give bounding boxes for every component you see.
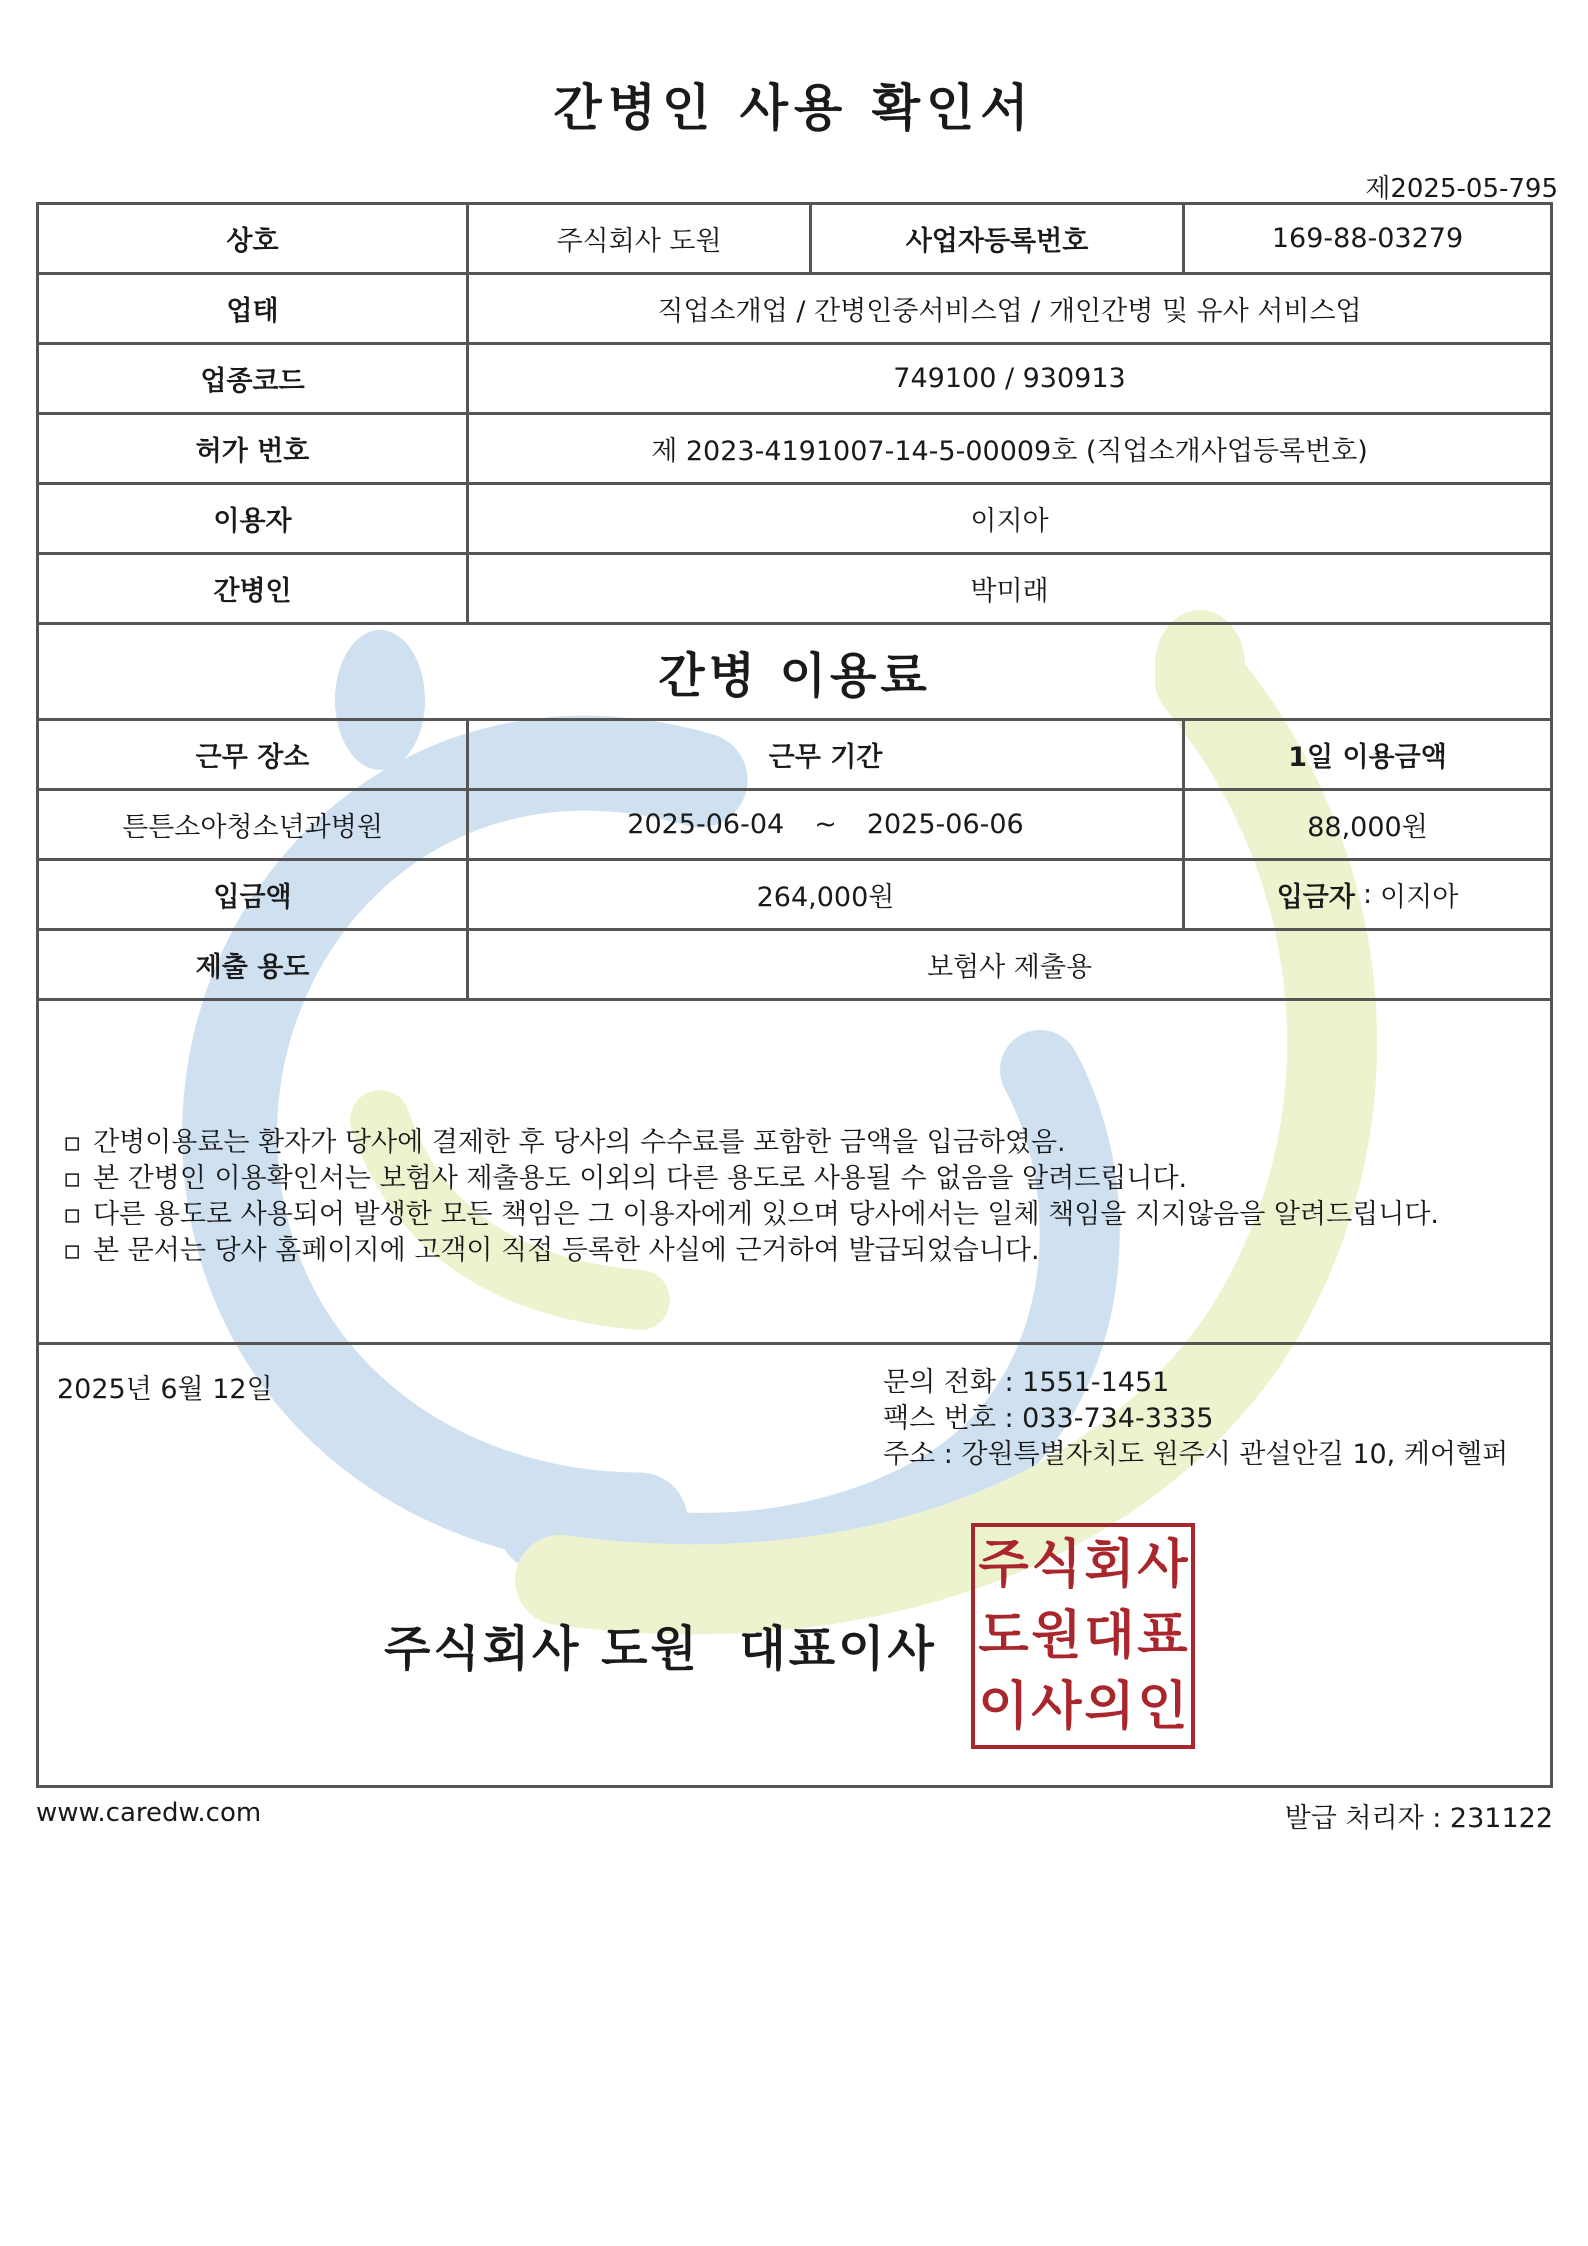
contact-info bbox=[883, 1365, 1508, 1473]
document-number: 제2025-05-795 bbox=[1365, 174, 1558, 204]
industry-code-label: 업종코드 bbox=[200, 366, 305, 397]
bullet-icon: ▫ bbox=[63, 1199, 82, 1230]
contact-address: 주소 : 강원특별자치도 원주시 관설안길 10, 케어헬퍼 bbox=[883, 1439, 1509, 1470]
permit-value: 제 2023-4191007-14-5-00009호 (직업소개사업등록번호) bbox=[651, 436, 1368, 467]
depositor bbox=[1185, 861, 1550, 928]
issue-date: 2025년 6월 12일 bbox=[57, 1374, 273, 1405]
bullet-icon: ▫ bbox=[63, 1127, 82, 1158]
period-separator: ~ bbox=[814, 809, 837, 840]
user-value: 이지아 bbox=[970, 506, 1049, 537]
note-item: ▫ 다른 용도로 사용되어 발생한 모든 책임은 그 이용자에게 있으며 당사에서는 일체 책임을 지지않음을 알려드립니다. bbox=[63, 1197, 1439, 1233]
industry-code-value: 749100 / 930913 bbox=[893, 363, 1126, 394]
contact-fax: 팩스 번호 : 033-734-3335 bbox=[883, 1403, 1214, 1434]
depositor-separator: : bbox=[1362, 879, 1373, 910]
bullet-icon: ▫ bbox=[63, 1163, 82, 1194]
note-item: ▫ 간병이용료는 환자가 당사에 결제한 후 당사의 수수료를 포함한 금액을 입금하였음. bbox=[63, 1125, 1439, 1161]
user-label: 이용자 bbox=[213, 506, 292, 537]
bullet-icon: ▫ bbox=[63, 1235, 82, 1266]
fee-section-title: 간병 이용료 bbox=[658, 648, 931, 704]
period-label: 근무 기간 bbox=[768, 742, 883, 773]
workplace-label: 근무 장소 bbox=[195, 742, 310, 773]
signer-name: 주식회사 도원 대표이사 bbox=[384, 1621, 937, 1677]
biz-reg-label: 사업자등록번호 bbox=[905, 226, 1089, 257]
daily-fee-value: 88,000원 bbox=[1307, 812, 1428, 843]
purpose-value: 보험사 제출용 bbox=[926, 952, 1093, 983]
document-title: 간병인 사용 확인서 bbox=[553, 79, 1035, 137]
company-seal: 주 식 회 사 도 원 대 표 이 사 의 인 bbox=[971, 1523, 1195, 1749]
website-link[interactable]: www.caredw.com bbox=[36, 1798, 262, 1828]
depositor-value: 이지아 bbox=[1380, 882, 1459, 913]
company-label: 상호 bbox=[226, 226, 279, 257]
depositor-label: 입금자 bbox=[1276, 882, 1355, 913]
business-type-value: 직업소개업 / 간병인중서비스업 / 개인간병 및 유사 서비스업 bbox=[657, 296, 1362, 327]
business-type-label: 업태 bbox=[226, 296, 279, 327]
row-divider bbox=[39, 998, 1550, 1001]
biz-reg-value: 169-88-03279 bbox=[1271, 223, 1464, 254]
deposit-value: 264,000원 bbox=[756, 882, 895, 913]
issuer-info: 발급 처리자 : 231122 bbox=[1284, 1803, 1553, 1834]
purpose-label: 제출 용도 bbox=[195, 952, 310, 983]
period-end: 2025-06-06 bbox=[866, 809, 1024, 840]
contact-phone: 문의 전화 : 1551-1451 bbox=[883, 1367, 1170, 1398]
deposit-label: 입금액 bbox=[213, 882, 292, 913]
period-start: 2025-06-04 bbox=[627, 809, 785, 840]
company-value: 주식회사 도원 bbox=[556, 226, 722, 257]
workplace-value: 튼튼소아청소년과병원 bbox=[122, 812, 383, 843]
period-value bbox=[469, 791, 1182, 858]
certificate-table bbox=[36, 202, 1553, 1788]
row-divider bbox=[39, 1342, 1550, 1345]
note-item: ▫ 본 문서는 당사 홈페이지에 고객이 직접 등록한 사실에 근거하여 발급되었습니다. bbox=[63, 1233, 1439, 1269]
note-item: ▫ 본 간병인 이용확인서는 보험사 제출용도 이외의 다른 용도로 사용될 수 없음을 알려드립니다. bbox=[63, 1161, 1439, 1197]
daily-fee-label: 1일 이용금액 bbox=[1288, 742, 1447, 773]
notes-list bbox=[63, 1125, 1439, 1269]
caregiver-label: 간병인 bbox=[213, 576, 292, 607]
caregiver-value: 박미래 bbox=[970, 576, 1049, 607]
permit-label: 허가 번호 bbox=[195, 436, 310, 467]
